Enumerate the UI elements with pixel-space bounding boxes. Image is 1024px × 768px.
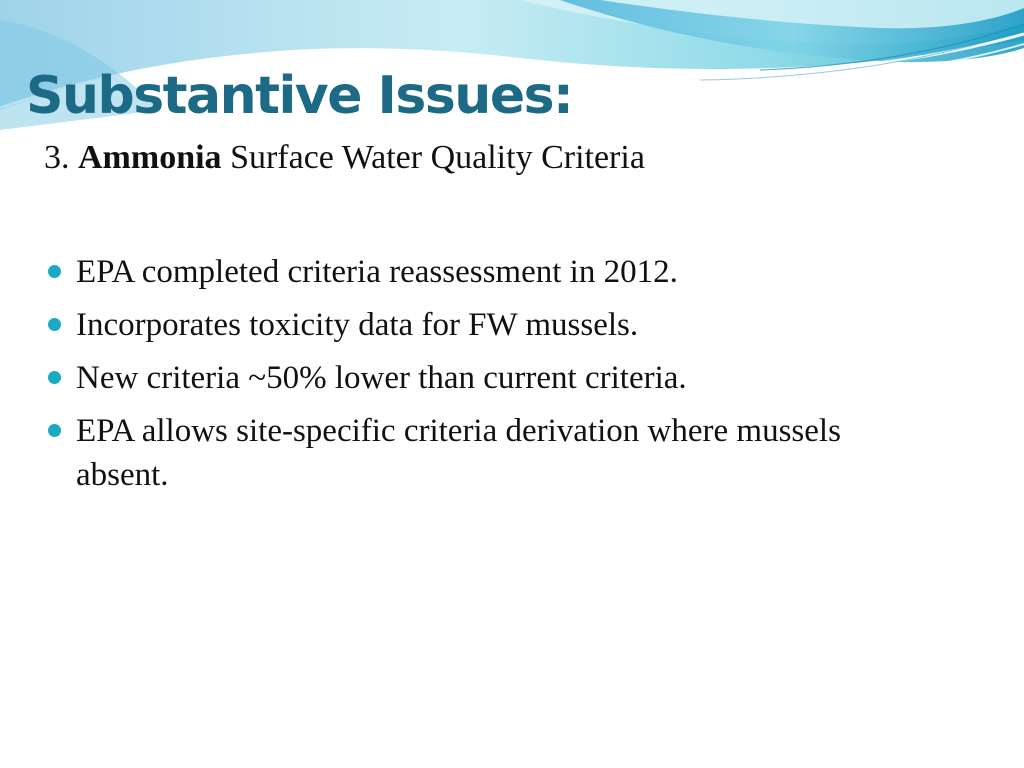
bullet-item: [46, 250, 926, 294]
bullet-dot-icon: [48, 371, 61, 384]
bullet-text: New criteria ~50% lower than current criteria.: [76, 360, 687, 396]
subtitle-bold-word: Ammonia: [78, 139, 222, 176]
bullet-item: [46, 409, 926, 497]
bullet-list: [46, 250, 926, 506]
slide-subtitle: [44, 138, 645, 179]
bullet-item: [46, 303, 926, 347]
bullet-item: [46, 356, 926, 400]
bullet-dot-icon: [48, 318, 61, 331]
bullet-dot-icon: [48, 265, 61, 278]
subtitle-rest: Surface Water Quality Criteria: [230, 139, 645, 176]
bullet-text: EPA completed criteria reassessment in 2012.: [76, 254, 678, 290]
subtitle-number: 3.: [44, 139, 70, 176]
bullet-text: EPA allows site-specific criteria derivation where mussels absent.: [76, 413, 841, 493]
bullet-text: Incorporates toxicity data for FW mussels.: [76, 307, 639, 343]
bullet-dot-icon: [48, 424, 61, 437]
slide-title: Substantive Issues:: [26, 66, 573, 126]
